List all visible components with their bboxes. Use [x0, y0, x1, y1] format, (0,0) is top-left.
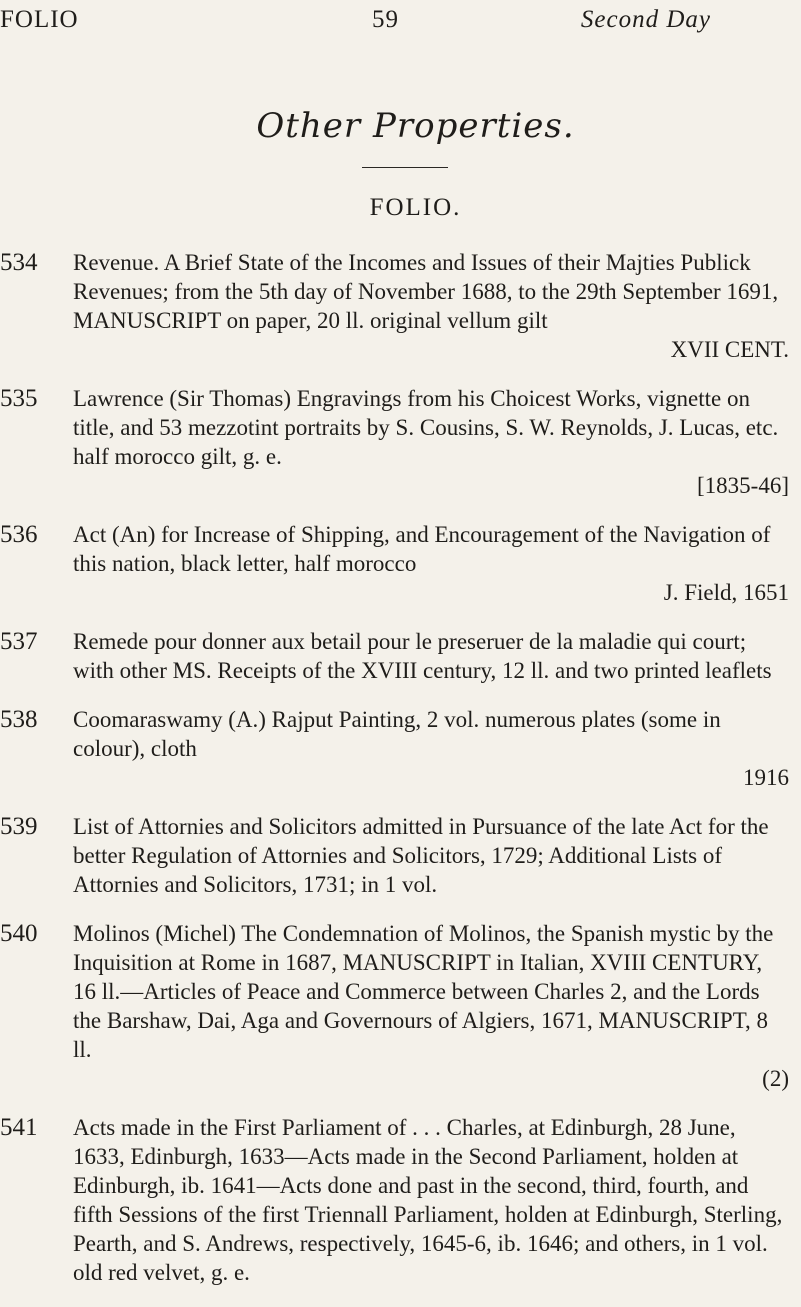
lot-number: 536 [0, 521, 38, 548]
lot-tail: J. Field, 1651 [663, 580, 789, 605]
lot-entry [0, 384, 801, 500]
lot-number: 541 [0, 1114, 38, 1141]
lot-description: List of Attornies and Solicitors admitted in Pursuance of the late Act for the better Regulation of Attornies and Solicitors, 1729; Additional Lists of Attornies and Solicitors, 1731; in 1 vol. [73, 814, 769, 897]
lot-description: Lawrence (Sir Thomas) Engravings from his Choicest Works, vignette on title, and 53 mezzotint portraits by S. Cousins, S. W. Reynolds, J. Lucas, etc. half morocco gilt, g. e. [73, 386, 779, 469]
lot-description: Molinos (Michel) The Condemnation of Molinos, the Spanish mystic by the Inquisition at Rome in 1687, MANUSCRIPT in Italian, XVIII CENTURY, 16 ll.—Articles of Peace and Commerce between Charles 2, and the Lords the Barshaw, Dai, Aga and Governours of Algiers, 1671, MANUSCRIPT, 8 ll. [73, 921, 774, 1062]
lot-list [0, 248, 801, 1307]
header-day-label: Second Day [580, 6, 711, 33]
title-rule [362, 167, 448, 168]
lot-description: Coomaraswamy (A.) Rajput Painting, 2 vol. numerous plates (some in colour), cloth [73, 707, 721, 761]
lot-number: 540 [0, 920, 38, 947]
header-folio-label: FOLIO [0, 6, 79, 33]
lot-entry [0, 812, 801, 899]
page-number: 59 [372, 6, 399, 33]
lot-tail: XVII CENT. [670, 337, 789, 362]
lot-entry [0, 705, 801, 792]
lot-entry [0, 520, 801, 607]
lot-description: Remede pour donner aux betail pour le preseruer de la maladie qui court; with other MS. Receipts of the XVIII century, 12 ll. and two printed leaflets [73, 629, 772, 683]
lot-number: 538 [0, 706, 38, 733]
lot-description: Revenue. A Brief State of the Incomes and Issues of their Majties Publick Revenues; from the 5th day of November 1688, to the 29th September 1691, MANUSCRIPT on paper, 20 ll. original vellum gilt [73, 250, 779, 333]
sub-title: FOLIO. [369, 194, 462, 221]
lot-entry [0, 1113, 801, 1287]
section-title: Other Properties. [256, 106, 575, 146]
lot-tail: 1916 [743, 765, 789, 790]
lot-number: 535 [0, 385, 38, 412]
lot-description: Act (An) for Increase of Shipping, and Encouragement of the Navigation of this nation, black letter, half morocco [73, 522, 771, 576]
lot-number: 539 [0, 813, 38, 840]
lot-entry [0, 627, 801, 685]
lot-entry [0, 919, 801, 1093]
lot-number: 534 [0, 249, 38, 276]
lot-entry [0, 248, 801, 364]
page-header [0, 6, 801, 40]
lot-number: 537 [0, 628, 38, 655]
lot-tail: (2) [762, 1066, 789, 1091]
lot-description: Acts made in the First Parliament of . . . Charles, at Edinburgh, 28 June, 1633, Edinburgh, 1633—Acts made in the Second Parliament, holden at Edinburgh, ib. 1641—Acts done and past in the second, third, fourth, and fifth Sessions of the first Triennall Parliament, holden at Edinburgh, Sterling, Pearth, and S. Andrews, respectively, 1645-6, ib. 1646; and others, in 1 vol. old red velvet, g. e. [73, 1115, 783, 1285]
lot-tail: [1835-46] [697, 473, 789, 498]
